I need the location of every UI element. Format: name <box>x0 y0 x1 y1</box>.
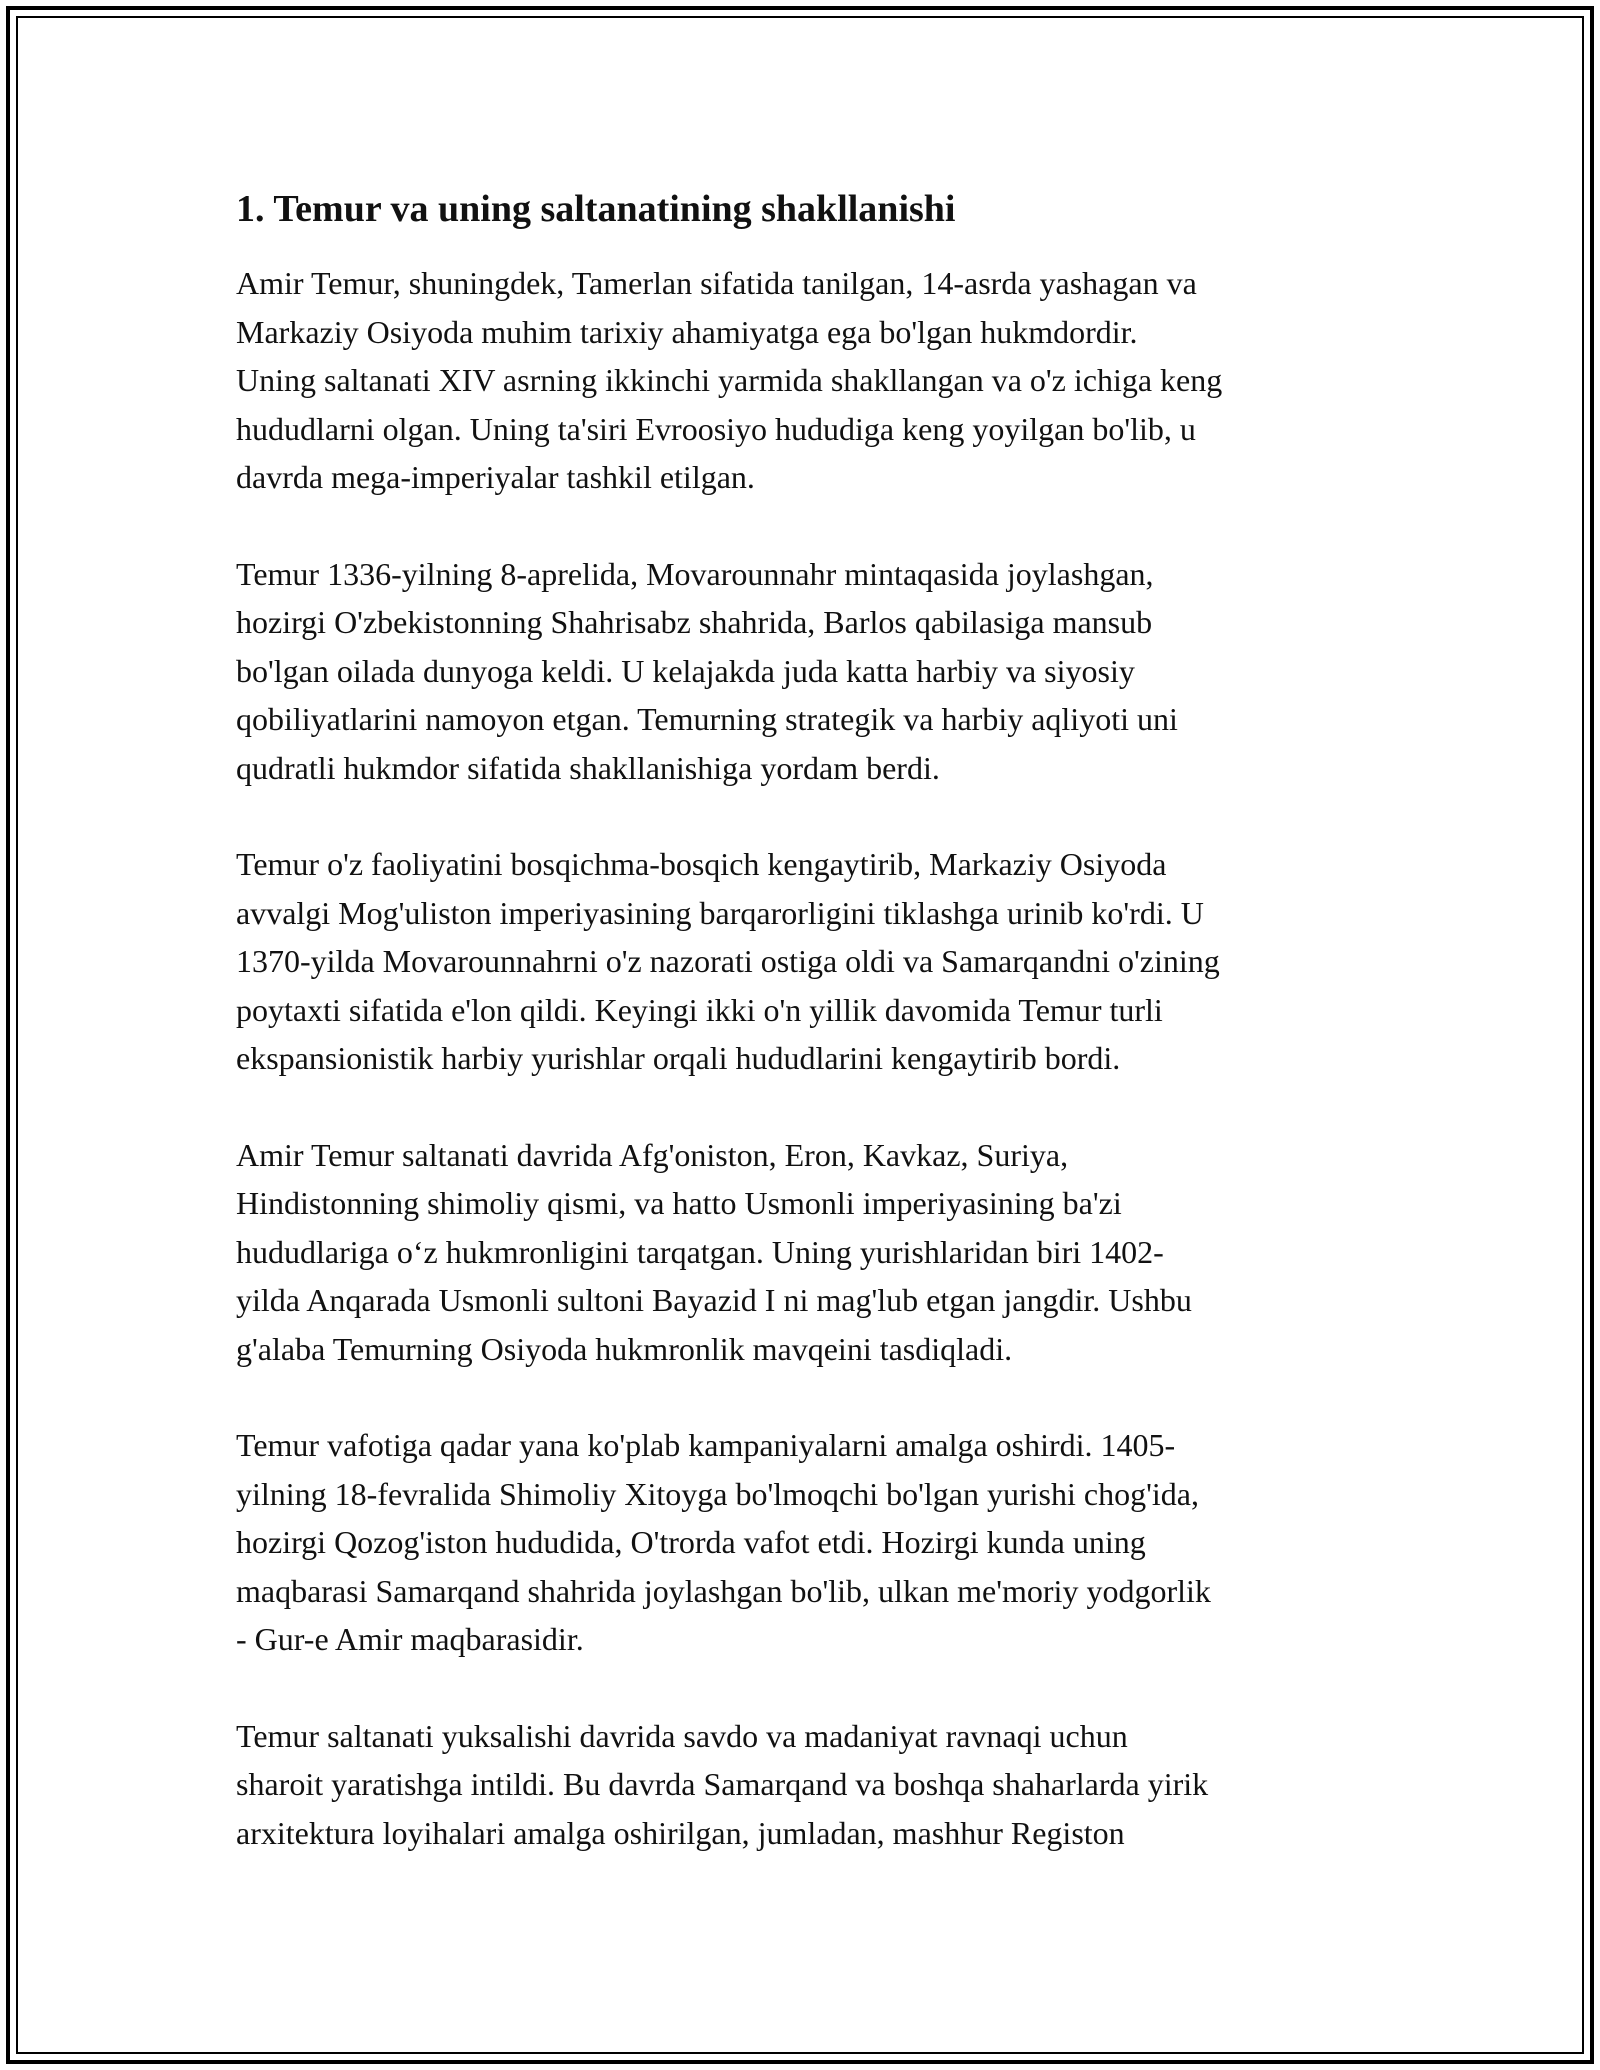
paragraph-birth: Temur 1336-yilning 8-aprelida, Movarounnahr mintaqasida joylashgan, hozirgi O'zbekistonning Shahrisabz shahrida, Barlos qabilasiga mansub bo'lgan oilada dunyoga keldi. U kelajakda juda katta harbiy va siyosiy qobiliyatlarini namoyon etgan. Temurning strategik va harbiy aqliyoti uni qudratli hukmdor sifatida shakllanishiga yordam berdi. <box>236 555 1178 786</box>
paragraph-conquests: Amir Temur saltanati davrida Afg'oniston, Eron, Kavkaz, Suriya, Hindistonning shimoliy qismi, va hatto Usmonli imperiyasining ba'zi hududlariga o‘z hukmronligini tarqatgan. Uning yurishlaridan biri 1402- yilda Anqarada Usmonli sultoni Bayazid I ni mag'lub etgan jangdir. Ushbu g'alaba Temurning Osiyoda hukmronlik mavqeini tasdiqladi. <box>236 1136 1192 1367</box>
paragraph-intro: Amir Temur, shuningdek, Tamerlan sifatida tanilgan, 14-asrda yashagan va Markaziy Osiyoda muhim tarixiy ahamiyatga ega bo'lgan hukmdordir. Uning saltanati XIV asrning ikkinchi yarmida shakllangan va o'z ichiga keng hududlarni olgan. Uning ta'siri Evroosiyo hududiga keng yoyilgan bo'lib, u davrda mega-imperiyalar tashkil etilgan. <box>236 265 1223 495</box>
document-body <box>236 183 1386 1905</box>
paragraph-expansion: Temur o'z faoliyatini bosqichma-bosqich kengaytirib, Markaziy Osiyoda avvalgi Mog'uliston imperiyasining barqarorligini tiklashga urinib ko'rdi. U 1370-yilda Movarounnahrni o'z nazorati ostiga oldi va Samarqandni o'zining poytaxti sifatida e'lon qildi. Keyingi ikki o'n yillik davomida Temur turli ekspansionistik harbiy yurishlar orqali hududlarini kengaytirib bordi. <box>236 846 1220 1076</box>
paragraph-death: Temur vafotiga qadar yana ko'plab kampaniyalarni amalga oshirdi. 1405- yilning 18-fevralida Shimoliy Xitoyga bo'lmoqchi bo'lgan yurishi chog'ida, hozirgi Qozog'iston hududida, O'trorda vafot etdi. Hozirgi kunda uning maqbarasi Samarqand shahrida joylashgan bo'lib, ulkan me'moriy yodgorlik - Gur-e Amir maqbarasidir. <box>236 1427 1211 1657</box>
paragraph-culture: Temur saltanati yuksalishi davrida savdo va madaniyat ravnaqi uchun sharoit yaratishga intildi. Bu davrda Samarqand va boshqa shaharlarda yirik arxitektura loyihalari amalga oshirilgan, jumladan, mashhur Registon <box>236 1717 1209 1851</box>
section-title: 1. Temur va uning saltanatining shakllanishi <box>236 188 956 230</box>
